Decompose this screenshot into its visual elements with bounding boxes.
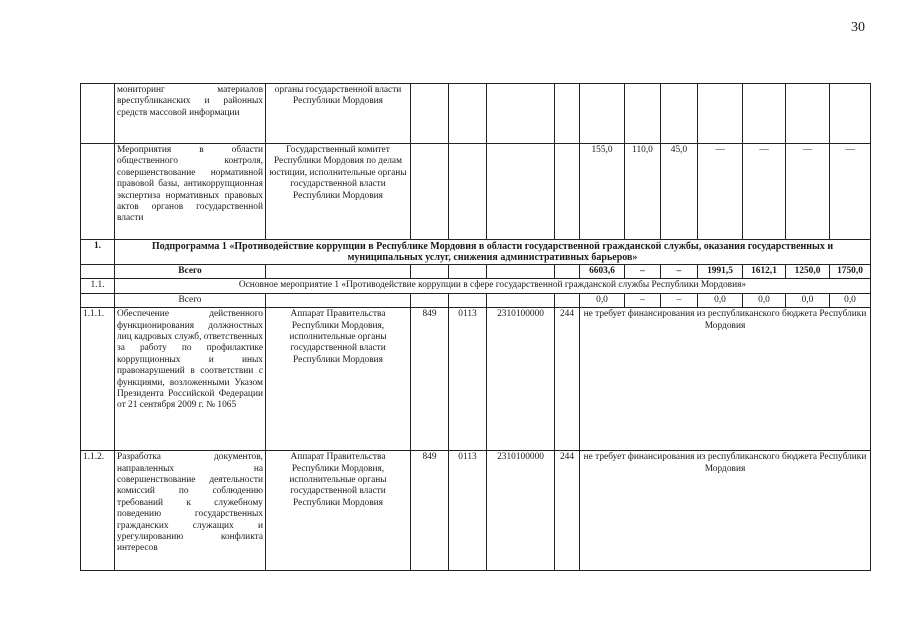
- executor-cell: Государственный комитет Республики Мордовия по делам юстиции, исполнительные органы государственной власти Республики Мордовия: [266, 144, 411, 240]
- value-cell: 6603,6: [580, 265, 625, 279]
- dash-cell: —: [698, 144, 743, 240]
- dash-cell: —: [830, 144, 871, 240]
- rzpr-cell: 0113: [449, 308, 487, 451]
- value-cell: –: [661, 265, 698, 279]
- grbs-cell: 849: [411, 308, 449, 451]
- grbs-cell: 849: [411, 451, 449, 571]
- vr-cell: 244: [555, 451, 580, 571]
- value-cell: 0,0: [786, 293, 830, 307]
- value-cell: 0,0: [698, 293, 743, 307]
- executor-cell: органы государственной власти Республики Мордовия: [266, 84, 411, 144]
- main-activity-row: [81, 279, 871, 293]
- row-number-cell: [81, 84, 115, 144]
- value-cell: –: [625, 293, 661, 307]
- description-cell: Обеспечение действенного функционирования должностных лиц кадровых служб, ответственных за работу по профилактике коррупционных и иных правонарушений в соответствии с функциями, возложенными Указом Президента Российской Федерации от 21 сентября 2009 г. № 1065: [115, 308, 266, 451]
- vr-cell: 244: [555, 308, 580, 451]
- page-number: 30: [851, 20, 865, 35]
- total-row: [81, 265, 871, 279]
- main-activity-title: Основное мероприятие 1 «Противодействие коррупции в сфере государственной гражданской службы Республики Мордовия»: [115, 279, 871, 293]
- total-label: Всего: [115, 265, 266, 279]
- funding-note: не требует финансирования из республиканского бюджета Республики Мордовия: [580, 451, 871, 571]
- table-row: [81, 308, 871, 451]
- budget-table: [80, 83, 871, 571]
- value-cell: 45,0: [661, 144, 698, 240]
- value-cell: 1250,0: [786, 265, 830, 279]
- description-cell: мониторинг материалов вреспубликанских и районных средств массовой информации: [115, 84, 266, 144]
- table-row: [81, 84, 871, 144]
- subprogram-row: [81, 240, 871, 265]
- row-number-cell: 1.1.: [81, 279, 115, 293]
- row-number-cell: 1.1.1.: [81, 308, 115, 451]
- value-cell: 0,0: [743, 293, 786, 307]
- dash-cell: —: [743, 144, 786, 240]
- value-cell: 1991,5: [698, 265, 743, 279]
- table-row: [81, 451, 871, 571]
- value-cell: 1612,1: [743, 265, 786, 279]
- rzpr-cell: 0113: [449, 451, 487, 571]
- csr-cell: 2310100000: [487, 451, 555, 571]
- table-row: [81, 144, 871, 240]
- value-cell: 0,0: [830, 293, 871, 307]
- csr-cell: 2310100000: [487, 308, 555, 451]
- value-cell: –: [625, 265, 661, 279]
- funding-note: не требует финансирования из республиканского бюджета Республики Мордовия: [580, 308, 871, 451]
- value-cell: 0,0: [580, 293, 625, 307]
- executor-cell: Аппарат Правительства Республики Мордовия, исполнительные органы государственной власти Республики Мордовия: [266, 451, 411, 571]
- row-number-cell: 1.1.2.: [81, 451, 115, 571]
- dash-cell: —: [786, 144, 830, 240]
- value-cell: 1750,0: [830, 265, 871, 279]
- total-row: [81, 293, 871, 307]
- executor-cell: Аппарат Правительства Республики Мордовия, исполнительные органы государственной власти Республики Мордовия: [266, 308, 411, 451]
- value-cell: 110,0: [625, 144, 661, 240]
- subprogram-title: Подпрограмма 1 «Противодействие коррупции в Республике Мордовия в области государственной гражданской службы, оказания государственных и муниципальных услуг, снижения административных барьеров»: [115, 240, 871, 265]
- total-label: Всего: [115, 293, 266, 307]
- row-number-cell: [81, 144, 115, 240]
- value-cell: 155,0: [580, 144, 625, 240]
- description-cell: Мероприятия в области общественного контроля, совершенствование нормативной правовой базы, антикоррупционная экспертиза нормативных правовых актов органов государственной власти: [115, 144, 266, 240]
- description-cell: Разработка документов, направленных на совершенствование деятельности комиссий по соблюдению требований к служебному поведению государственных гражданских служащих и урегулированию конфликта интересов: [115, 451, 266, 571]
- value-cell: –: [661, 293, 698, 307]
- row-number-cell: 1.: [81, 240, 115, 265]
